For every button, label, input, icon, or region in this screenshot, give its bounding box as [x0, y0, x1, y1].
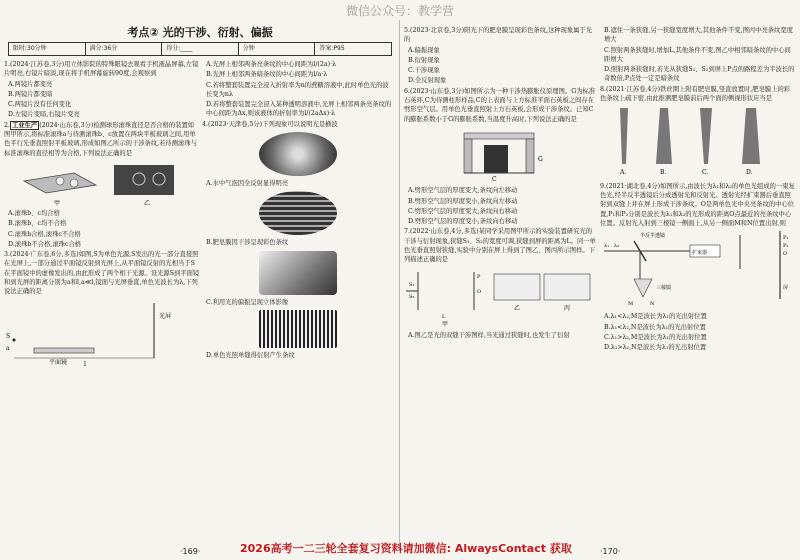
q9-figure — [600, 229, 796, 309]
opt-C: C. — [702, 169, 709, 177]
q9-option: B.λ₁<λ₂,N是波长为λ₁的光出射位置 — [604, 323, 706, 331]
column-1 — [4, 60, 200, 540]
q9-stem: 9.(2021·湖北卷,4分)如图所示,由波长为λ₁和λ₂的单色光组成的一束复色光,经半反半透镜后分成透射光和反射光。透射光经扩束器后垂直照射到双缝上并在屏上形成干涉条纹。O是两单色光中央亮条纹的中心位置,P₁和P₂分别是波长为λ₁和λ₂的光形成的距离O点最近的亮条纹中心位置。反射光入射到三棱镜一侧面上,从另一侧面M和N位置出射,则 — [600, 182, 795, 227]
q2-text: (2024·山东卷,3分)检测球形滚珠直径是否合格的装置如图甲所示,将标准滚珠a与待测滚珠b、c放置在两块平板玻璃之间,用单色平行光垂直照射平板玻璃,形成如图乙所示的干涉条纹,若待测滚珠与标准滚珠的直径相等为合格,下列说法正确的是 — [4, 121, 197, 157]
label-N: N — [650, 301, 655, 308]
label-mirror: 半反半透镜 — [640, 233, 666, 240]
bubble-photo — [259, 132, 337, 176]
pattern-bing — [544, 274, 590, 300]
q4-option: B.肥皂膜因干涉呈现彩色条纹 — [206, 239, 289, 247]
ball-a — [56, 177, 64, 185]
label-P1: P₁ — [783, 235, 789, 242]
film-shape-d — [742, 108, 760, 164]
section-title: 考点② 光的干涉、衍射、偏振 — [127, 26, 273, 39]
q6-option: B.劈形空气层的厚度变小,条纹向左移动 — [408, 197, 518, 205]
label-L: L — [442, 313, 446, 320]
q7-figure — [404, 266, 594, 328]
page-spine — [399, 20, 400, 550]
column-4 — [600, 26, 796, 540]
label-yi: 乙 — [514, 304, 521, 312]
q1-option: C.两镜片没有任何变化 — [8, 101, 72, 109]
quartz-ring-right — [526, 139, 534, 173]
q3-option: A.光屏上相邻两条亮条纹的中心间距为l/(2a)·λ — [206, 61, 337, 68]
column-3 — [404, 26, 596, 540]
label-G: G — [538, 155, 543, 163]
minutes: 分钟 — [239, 43, 316, 55]
label-M: M — [628, 301, 634, 308]
label-prism: 三棱镜 — [656, 285, 672, 292]
label-l2: λ₂ — [614, 243, 620, 250]
diffraction-photo — [259, 310, 337, 348]
film-shape-c — [700, 108, 712, 164]
label-screen: 屏 — [783, 285, 789, 292]
q5-stem: 5.(2023·北京卷,3分)阳光下的肥皂膜呈现彩色条纹,这种现象属于光的 — [404, 27, 593, 44]
q7-option: D.照射两条狭缝时,若光从狭缝S₁、S₂到屏上P点的路程差为半波长的奇数倍,P点处一定是暗条纹 — [604, 66, 795, 83]
q8-stem: 8.(2021·江苏卷,4分)铁丝圈上附有肥皂膜,竖直放置时,肥皂膜上的彩色条纹上疏下密,由此推测肥皂膜前后两个面的侧视形状应当是 — [600, 85, 791, 103]
label-bing: 丙 — [564, 304, 571, 312]
q2-option: B.滚珠b、c均不合格 — [8, 220, 67, 228]
q1-stem: 1.(2024·江苏卷,3分)用立体影院的特殊眼镜去观看手机液晶屏幕,左镜片明亮,右镜片暗淡,现在将手机屏幕旋转90度,会观察到 — [4, 61, 199, 78]
prism — [634, 279, 652, 297]
label-l1: λ₁ — [604, 243, 610, 250]
label-jia: 甲 — [442, 320, 449, 328]
label-C: C — [492, 175, 497, 183]
label-expander: 扩束器 — [692, 250, 708, 257]
opt-A: A. — [620, 169, 627, 177]
fig-label-jia: 甲 — [54, 199, 61, 207]
label-P2: P₂ — [783, 243, 789, 250]
q6-option: A.劈形空气层的厚度变大,条纹向左移动 — [408, 187, 518, 195]
pattern-yi — [494, 274, 540, 300]
quartz-ring-left — [464, 139, 472, 173]
q2-tag: 工业生产 — [12, 121, 38, 129]
q4-stem: 4.(2023·天津卷,5分)下列现象可以说明光是横波 — [202, 120, 338, 128]
label-S: S — [6, 332, 11, 340]
q3-option: D.若将整套装置完全浸入某种透明溶液中,光屏上相邻两条亮条纹的中心间距为Δx,则该液体的折射率为l/(2aΔx)·λ — [206, 101, 392, 118]
q3-option: B.光屏上相邻两条暗条纹的中心间距为l/a·λ — [206, 71, 328, 79]
label-l: l — [84, 360, 86, 368]
score: 得分:____ — [162, 43, 239, 55]
q7-stem: 7.(2022·山东卷,4分,多选)某同学采用图甲所示的实验装置研究光的干涉与衍射现象,狭缝S₁、S₂的宽度可调,狭缝到屏的距离为L。同一单色光垂直照射狭缝,实验中分别在屏上得到了图乙、图丙所示图样。下列描述正确的是 — [404, 228, 596, 264]
mirror — [34, 348, 94, 353]
q9-option: A.λ₁<λ₂,M是波长为λ₁的光出射位置 — [604, 313, 707, 321]
q4-option: D.单色光照单缝得衍射产生条纹 — [206, 351, 295, 359]
info-bar — [8, 42, 392, 56]
q2-figure-svg — [4, 159, 194, 209]
label-screen: 光屏 — [159, 312, 172, 320]
polarization-photo — [259, 251, 337, 295]
label-O: O — [477, 288, 482, 295]
time-limit: 限时:30分钟 — [9, 43, 86, 55]
label-S1: S₁ — [409, 281, 415, 288]
label-a: a — [6, 344, 10, 352]
q2-stem: 2. 工业生产 (2024·山东卷,3分)检测球形滚珠直径是否合格的装置如图甲所示,将标准滚珠a与待测滚珠b、c放置在两块平板玻璃之间,用单色平行光垂直照射平板玻璃,形成如图乙所示的干涉条纹,若待测滚珠与标准滚珠的直径相等为合格,下列说法正确的是 — [4, 121, 197, 157]
q9-option: D.λ₁>λ₂,N是波长为λ₁的光出射位置 — [604, 344, 707, 352]
quartz-plate — [464, 133, 534, 139]
q6-stem: 6.(2023·山东卷,3分)如图所示为一种干涉热膨胀仪原理图。G为标准石英环,C为待测柱形样品,C的上表面与上方标准平面石英板之间存在劈形空气层。用单色光垂直照射上方石英板,会形成干涉条纹。已知C的膨胀系数小于G的膨胀系数,当温度升高时,下列说法正确的是 — [404, 87, 596, 123]
full-score: 满分:36分 — [86, 43, 163, 55]
q2-option: A.滚珠b、c均合格 — [8, 209, 60, 217]
q2-figure — [4, 159, 200, 209]
q7-option: B.遮住一条狭缝,另一狭缝宽度增大,其他条件不变,图丙中亮条纹宽度增大 — [604, 27, 793, 44]
soap-film-photo — [259, 191, 337, 235]
watermark: 微信公众号：教学营 — [345, 4, 454, 18]
page-number-right: ·170· — [600, 547, 621, 556]
q4-option: C.利用光的偏振呈现立体影像 — [206, 298, 289, 306]
q2-option: C.滚珠b合格,滚珠c不合格 — [8, 230, 81, 238]
label-O: O — [783, 251, 788, 258]
q4-option: A.水中气泡因全反射显得明亮 — [206, 180, 289, 188]
q2-option: D.滚珠b不合格,滚珠c合格 — [8, 240, 82, 248]
footer-ad: 2026高考一二三轮全套复习资料请加微信: AlwaysContact 获取 — [240, 542, 572, 555]
q5-option: C.干涉现象 — [408, 67, 440, 75]
sample-C — [484, 145, 508, 173]
column-2 — [202, 60, 394, 540]
label-mirror: 平面镜 — [49, 358, 68, 366]
q5-option: B.衍射现象 — [408, 56, 440, 64]
q1-option: D.左镜片变暗,右镜片变亮 — [8, 111, 80, 119]
q3-stem: 3.(2024·广东卷,6分,多选)如图,S为单色光源,S发出的光一部分直接照在光屏上,一部分通过平面镜反射到光屏上,从平面镜反射的光相当于S在平面镜中的虚像发出的,由此形成了两个相干光源。设光源S到平面镜和到光屏的距离分别为a和l,a≪l,镜面与光屏垂直,单色光波长为λ,下列说法正确的是 — [4, 251, 200, 296]
answer-ref: 答案:P95 — [319, 45, 345, 52]
ball-b — [70, 179, 78, 187]
label-P: P — [477, 273, 481, 280]
film-shape-b — [656, 108, 672, 164]
q3-figure — [4, 298, 194, 368]
label-S2: S₂ — [409, 293, 415, 300]
q9-option: C.λ₁>λ₂,M是波长为λ₁的光出射位置 — [604, 334, 707, 342]
q1-option: A.两镜片都变亮 — [8, 80, 53, 88]
q6-option: D.劈形空气层的厚度变小,条纹向右移动 — [408, 218, 518, 226]
q6-figure — [404, 125, 594, 183]
q8-figure — [600, 104, 790, 178]
q5-option: D.全反射现象 — [408, 77, 447, 85]
q7-option: A.图乙是光的双缝干涉图样,当光通过狭缝时,也发生了衍射 — [408, 331, 570, 339]
q6-option: C.劈形空气层的厚度变大,条纹向右移动 — [408, 207, 518, 215]
source-S — [13, 338, 16, 341]
opt-B: B. — [660, 169, 667, 177]
opt-D: D. — [746, 169, 753, 177]
q7-option: C.照射两条狭缝时,增加L,其他条件不变,图乙中相邻暗条纹的中心间距增大 — [604, 46, 791, 63]
q3-option: C.若将整套装置完全浸入折射率为n的蔗糖溶液中,此时单色光的波长变为nλ — [206, 81, 389, 98]
q5-option: A.偏振现象 — [408, 46, 440, 54]
fig-label-yi: 乙 — [144, 199, 151, 207]
film-shape-a — [620, 108, 628, 164]
q1-option: B.两镜片都变暗 — [8, 90, 53, 98]
page-number-left: ·169· — [180, 547, 201, 556]
